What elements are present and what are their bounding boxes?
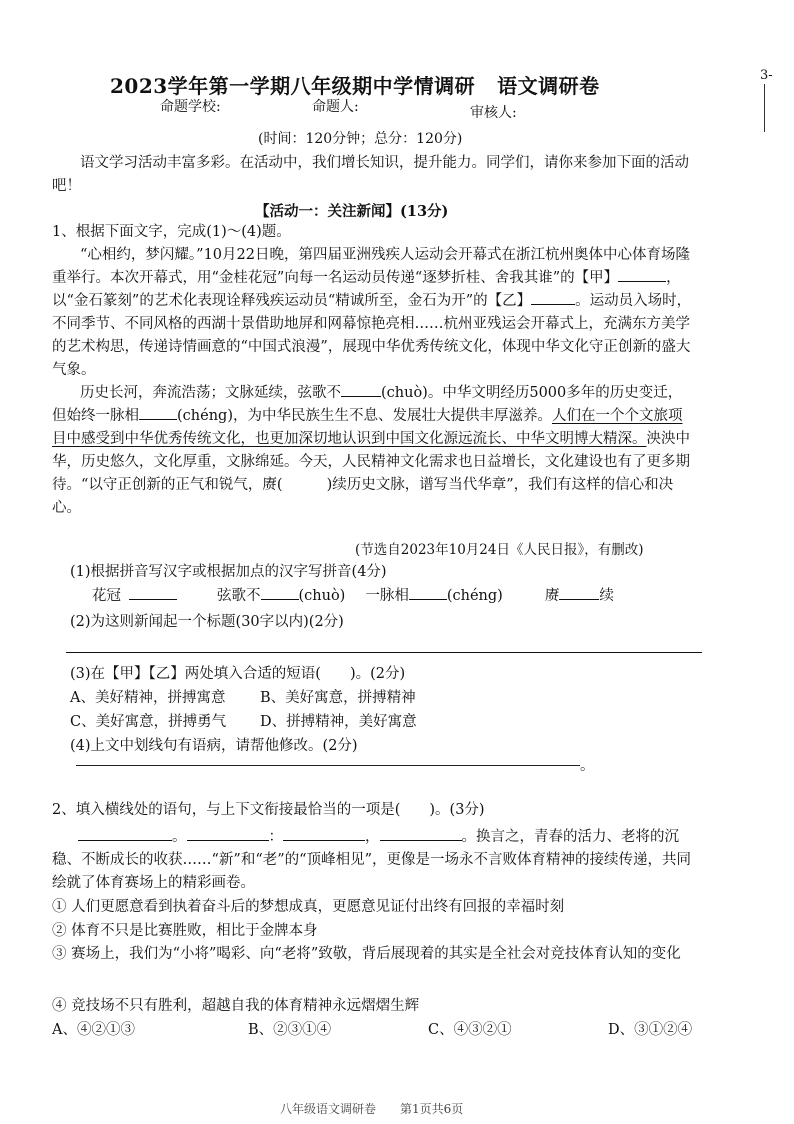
edge-bar [764, 84, 765, 132]
answer-blank-geng[interactable] [559, 585, 599, 600]
blank-yi[interactable] [531, 290, 575, 305]
q1-stem: 1、根据下面文字，完成(1)～(4)题。 [52, 224, 291, 240]
q2-blank-2[interactable] [187, 826, 269, 841]
q2-stem: 2、填入横线处的语句，与上下文衔接最恰当的一项是( )。(3分) [52, 802, 485, 818]
q1-sub3-option-d[interactable]: D、拼搏精神，美好寓意 [260, 714, 417, 730]
answer-line-title[interactable] [66, 652, 702, 653]
q2-blank-4[interactable] [380, 826, 462, 841]
q1-paragraph-1: “心相约，梦闪耀。”10月22日晚，第四届亚洲残疾人运动会开幕式在浙江杭州奥体中心体育场隆重举行。本次开幕式，用“金桂花冠”向每一名运动员传递“逐梦折桂、舍我其谁”的【甲】 ，以“金石篆刻”的艺术化表现诠释残疾运动员“精诚所至，金石为开”的【乙】 。运动员入场时，不同季节、不同风格的西湖十景借助地屏和网幕惊艳亮相……杭州亚残运会开幕式上，充满东方美学的艺术构思，传递诗情画意的“中国式浪漫”，展现中华优秀传统文化，体现中华文化守正创新的盛大气象。 [52, 247, 692, 378]
exam-title: 2023学年第一学期八年级期中学情调研 语文调研卷 [110, 74, 600, 98]
news-source: (节选自2023年10月24日《人民日报》，有删改) [355, 542, 644, 558]
blank-chuo[interactable] [341, 382, 381, 397]
answer-blank-cheng[interactable] [409, 585, 447, 600]
q2-option-a[interactable]: A、④②①③ [52, 1022, 135, 1038]
q2-option-b[interactable]: B、②③①④ [248, 1022, 332, 1038]
time-info: (时间：120分钟；总分：120分) [258, 131, 463, 147]
q2-option-d[interactable]: D、③①②④ [608, 1022, 693, 1038]
q1-paragraph-2: 历史长河，奔流浩荡；文脉延续，弦歌不 (chuò)。中华文明经历5000多年的历史变迁，但始终一脉相 (chéng)，为中华民族生生不息、发展壮大提供丰厚滋养。人们在一个个文旅项目中感受到中华优秀传统文化，也更加深切地认识到中国文化源远流长、中华文明博大精深。泱泱中华，历史悠久，文化厚重，文脉绵延。今天，人民精神文化需求也日益增长，文化建设也有了更多期待。“以守正创新的正气和锐气，赓( )续历史文脉，谱写当代华章”，我们有这样的信心和决心。 [52, 382, 692, 520]
q1-sub3: (3)在【甲】【乙】两处填入合适的短语( )。(2分) [70, 666, 406, 682]
answer-blank-chuo[interactable] [261, 585, 299, 600]
q1-sub1: (1)根据拼音写汉字或根据加点的汉字写拼音(4分) [70, 564, 387, 580]
q1-sub3-option-c[interactable]: C、美好寓意，拼搏勇气 [70, 714, 227, 730]
school-label: 命题学校: [160, 99, 221, 115]
q2-blank-1[interactable] [78, 826, 172, 841]
exam-subtitle: 语文调研卷 [497, 74, 600, 98]
q2-blank-3[interactable] [283, 826, 365, 841]
q2-item-4: ④ 竞技场不只有胜利，超越自我的体育精神永远熠熠生辉 [52, 998, 420, 1014]
q2-item-3: ③ 赛场上，我们为“小将”喝彩、向“老将”致敬，背后展现着的其实是全社会对竞技体育认知的变化 [52, 946, 681, 962]
page-footer: 八年级语文调研卷 第1页共6页 [280, 1102, 464, 1116]
q1-sub4: (4)上文中划线句有语病，请帮他修改。(2分) [70, 738, 358, 754]
section-1-title: 【活动一：关注新闻】(13分) [255, 203, 449, 220]
answer-blank-huaguan[interactable] [129, 585, 177, 600]
q2-passage: 。 ： ， 。换言之，青春的活力、老将的沉稳、不断成长的收获……“新”和“老”的“顶峰相见”，更像是一场永不言败体育精神的接续传递，共同绘就了体育赛场上的精彩画卷。 [52, 826, 692, 895]
edge-mark: 3- [760, 68, 773, 83]
intro-text: 语文学习活动丰富多彩。在活动中，我们增长知识，提升能力。同学们，请你来参加下面的活动吧！ [52, 155, 689, 194]
answer-line-correction[interactable] [76, 765, 580, 766]
q2-item-2: ② 体育不只是比赛胜败，相比于金牌本身 [52, 923, 318, 939]
q1-sub2: (2)为这则新闻起一个标题(30字以内)(2分) [70, 614, 344, 630]
blank-jia[interactable] [618, 267, 666, 282]
q1-sub3-option-b[interactable]: B、美好寓意，拼搏精神 [260, 690, 416, 706]
underlined-sentence: 人们在一个个文旅项目中感受到中华优秀传统文化，也更加深切地认识到中国文化源远流长、中华文明博大精深。 [52, 408, 683, 447]
q1-sub3-option-a[interactable]: A、美好精神，拼搏寓意 [70, 690, 226, 706]
q2-option-c[interactable]: C、④③②① [428, 1022, 512, 1038]
blank-cheng[interactable] [139, 405, 177, 420]
end-mark: 。 [580, 758, 595, 774]
reviewer-label: 审核人: [470, 105, 517, 121]
author-label: 命题人: [312, 99, 359, 115]
q2-item-1: ① 人们更愿意看到执着奋斗后的梦想成真，更愿意见证付出终有回报的幸福时刻 [52, 899, 565, 915]
pinyin-row: 花冠 弦歌不 (chuò) 一脉相 (chéng) 赓 续 [92, 584, 614, 605]
